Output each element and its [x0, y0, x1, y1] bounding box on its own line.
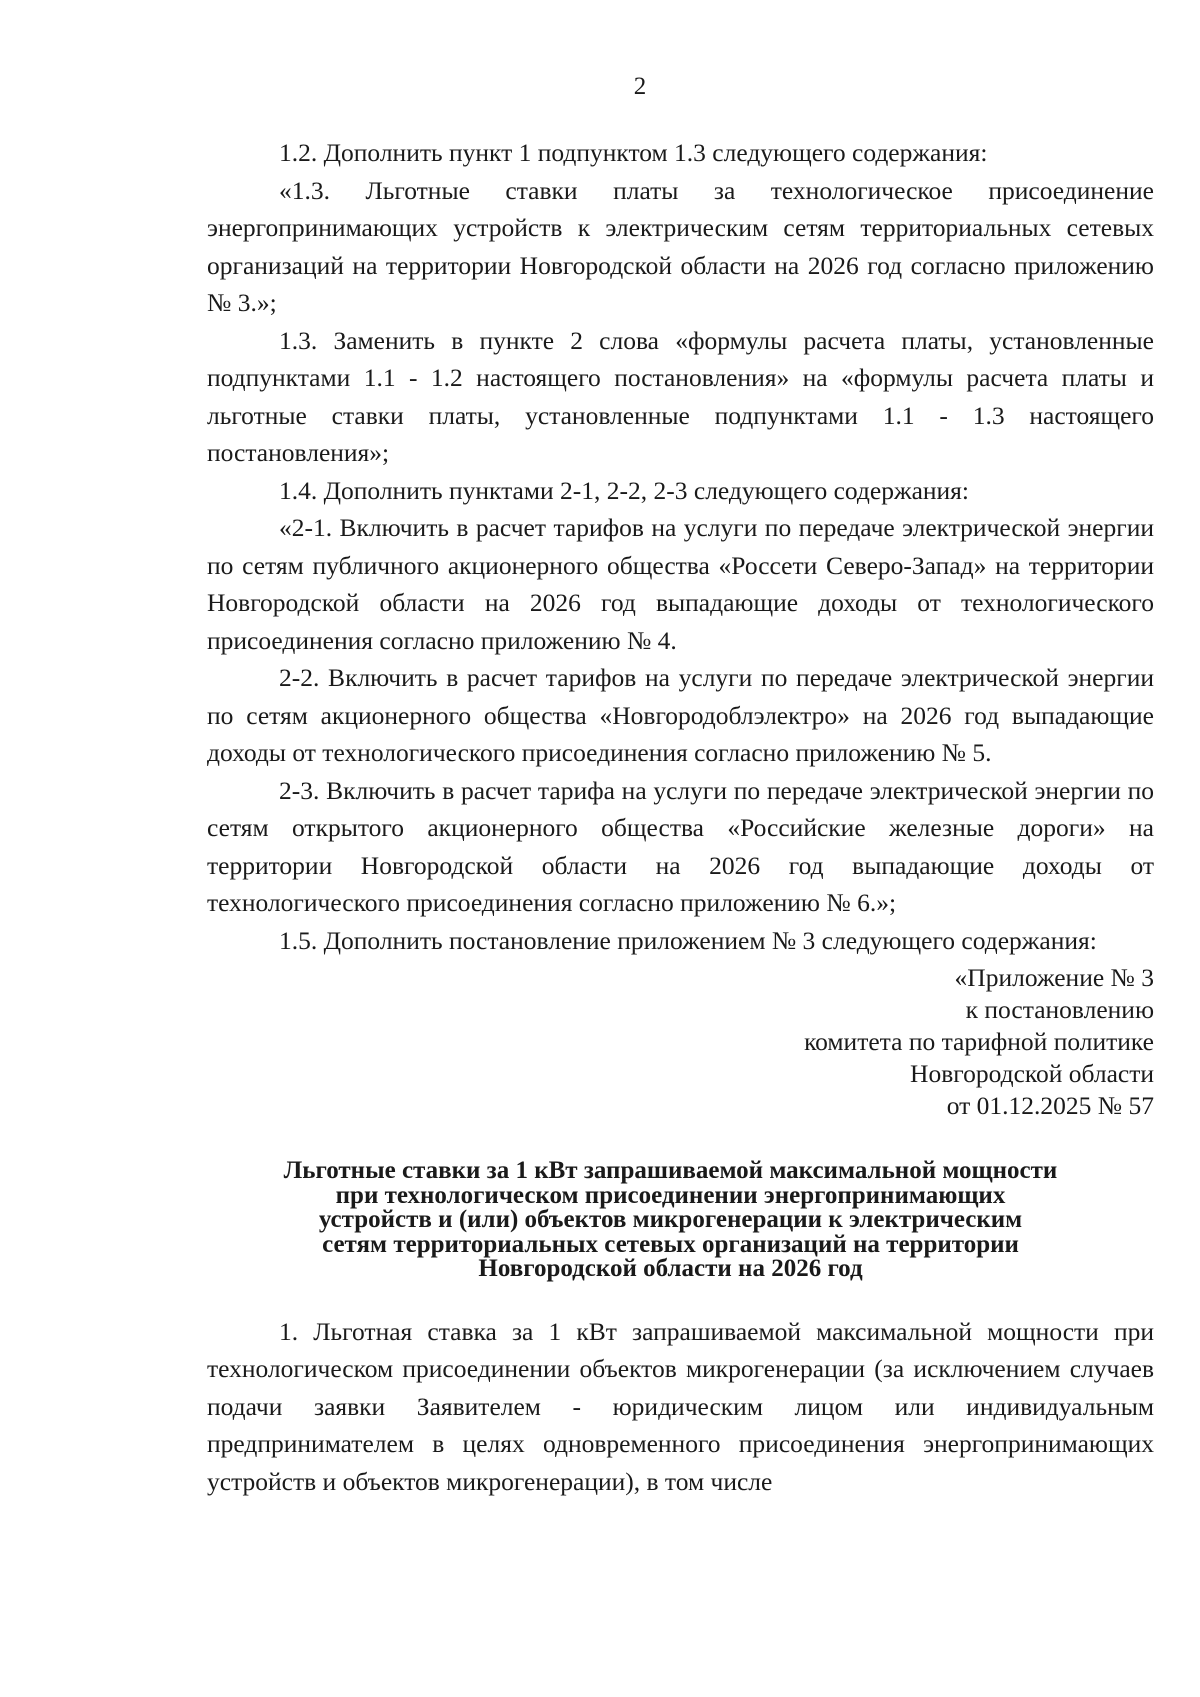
paragraph-2-1: «2-1. Включить в расчет тарифов на услуги по передаче электрической энергии по сетям публичного акционерного общества «Россети Северо-Запад» на территории Новгородской области на 2026 год выпадающие доходы от технологического присоединения согласно приложению № 4. — [207, 513, 1154, 655]
annex-line: Новгородской области — [910, 1059, 1154, 1088]
heading-line: сетям территориальных сетевых организаций на территории — [322, 1230, 1019, 1258]
paragraph-2-2: 2-2. Включить в расчет тарифов на услуги по передаче электрической энергии по сетям акционерного общества «Новгородоблэлектро» на 2026 год выпадающие доходы от технологического присоединения согласно приложению № 5. — [207, 663, 1154, 767]
annex-line: комитета по тарифной политике — [804, 1027, 1154, 1056]
annex-line: от 01.12.2025 № 57 — [946, 1091, 1154, 1120]
paragraph-2-3: 2-3. Включить в расчет тарифа на услуги по передаче электрической энергии по сетям открытого акционерного общества «Российские железные дороги» на территории Новгородской области на 2026 год выпадающие доходы от технологического присоединения согласно приложению № 6.»; — [207, 775, 1154, 917]
annex-line: к постановлению — [965, 995, 1154, 1024]
heading-line: Новгородской области на 2026 год — [478, 1255, 863, 1282]
paragraph-1-5: 1.5. Дополнить постановление приложением № 3 следующего содержания: — [279, 925, 1097, 955]
paragraph-rate-1: 1. Льготная ставка за 1 кВт запрашиваемой максимальной мощности при технологическом присоединении объектов микрогенерации (за исключением случаев подачи заявки Заявителем - юридическим лицом или индивидуальным предпринимателем в целях одновременного присоединения энергопринимающих устройств и объектов микрогенерации), в том числе — [207, 1316, 1154, 1496]
heading-line: при технологическом присоединении энергопринимающих — [335, 1181, 1006, 1209]
paragraph-quote-1-3: «1.3. Льготные ставки платы за технологическое присоединение энергопринимающих устройств к электрическим сетям территориальных сетевых организаций на территории Новгородской области на 2026 год согласно приложению № 3.»; — [207, 175, 1154, 317]
document-body — [207, 134, 1154, 1500]
heading-line: Льготные ставки за 1 кВт запрашиваемой максимальной мощности — [283, 1157, 1058, 1184]
annex-line: «Приложение № 3 — [954, 963, 1154, 992]
paragraph-1-3: 1.3. Заменить в пункте 2 слова «формулы расчета платы, установленные подпунктами 1.1 - 1.2 настоящего постановления» на «формулы расчета платы и льготные ставки платы, установленные подпунктами 1.1 - 1.3 настоящего постановления»; — [207, 325, 1154, 467]
annex-header — [207, 962, 1154, 1122]
section-heading — [207, 1159, 1154, 1282]
paragraph-1-2: 1.2. Дополнить пункт 1 подпунктом 1.3 следующего содержания: — [279, 138, 988, 167]
paragraph-1-4: 1.4. Дополнить пунктами 2-1, 2-2, 2-3 следующего содержания: — [279, 475, 969, 505]
page-number: 2 — [633, 73, 647, 100]
heading-line: устройств и (или) объектов микрогенерации к электрическим — [318, 1206, 1023, 1233]
